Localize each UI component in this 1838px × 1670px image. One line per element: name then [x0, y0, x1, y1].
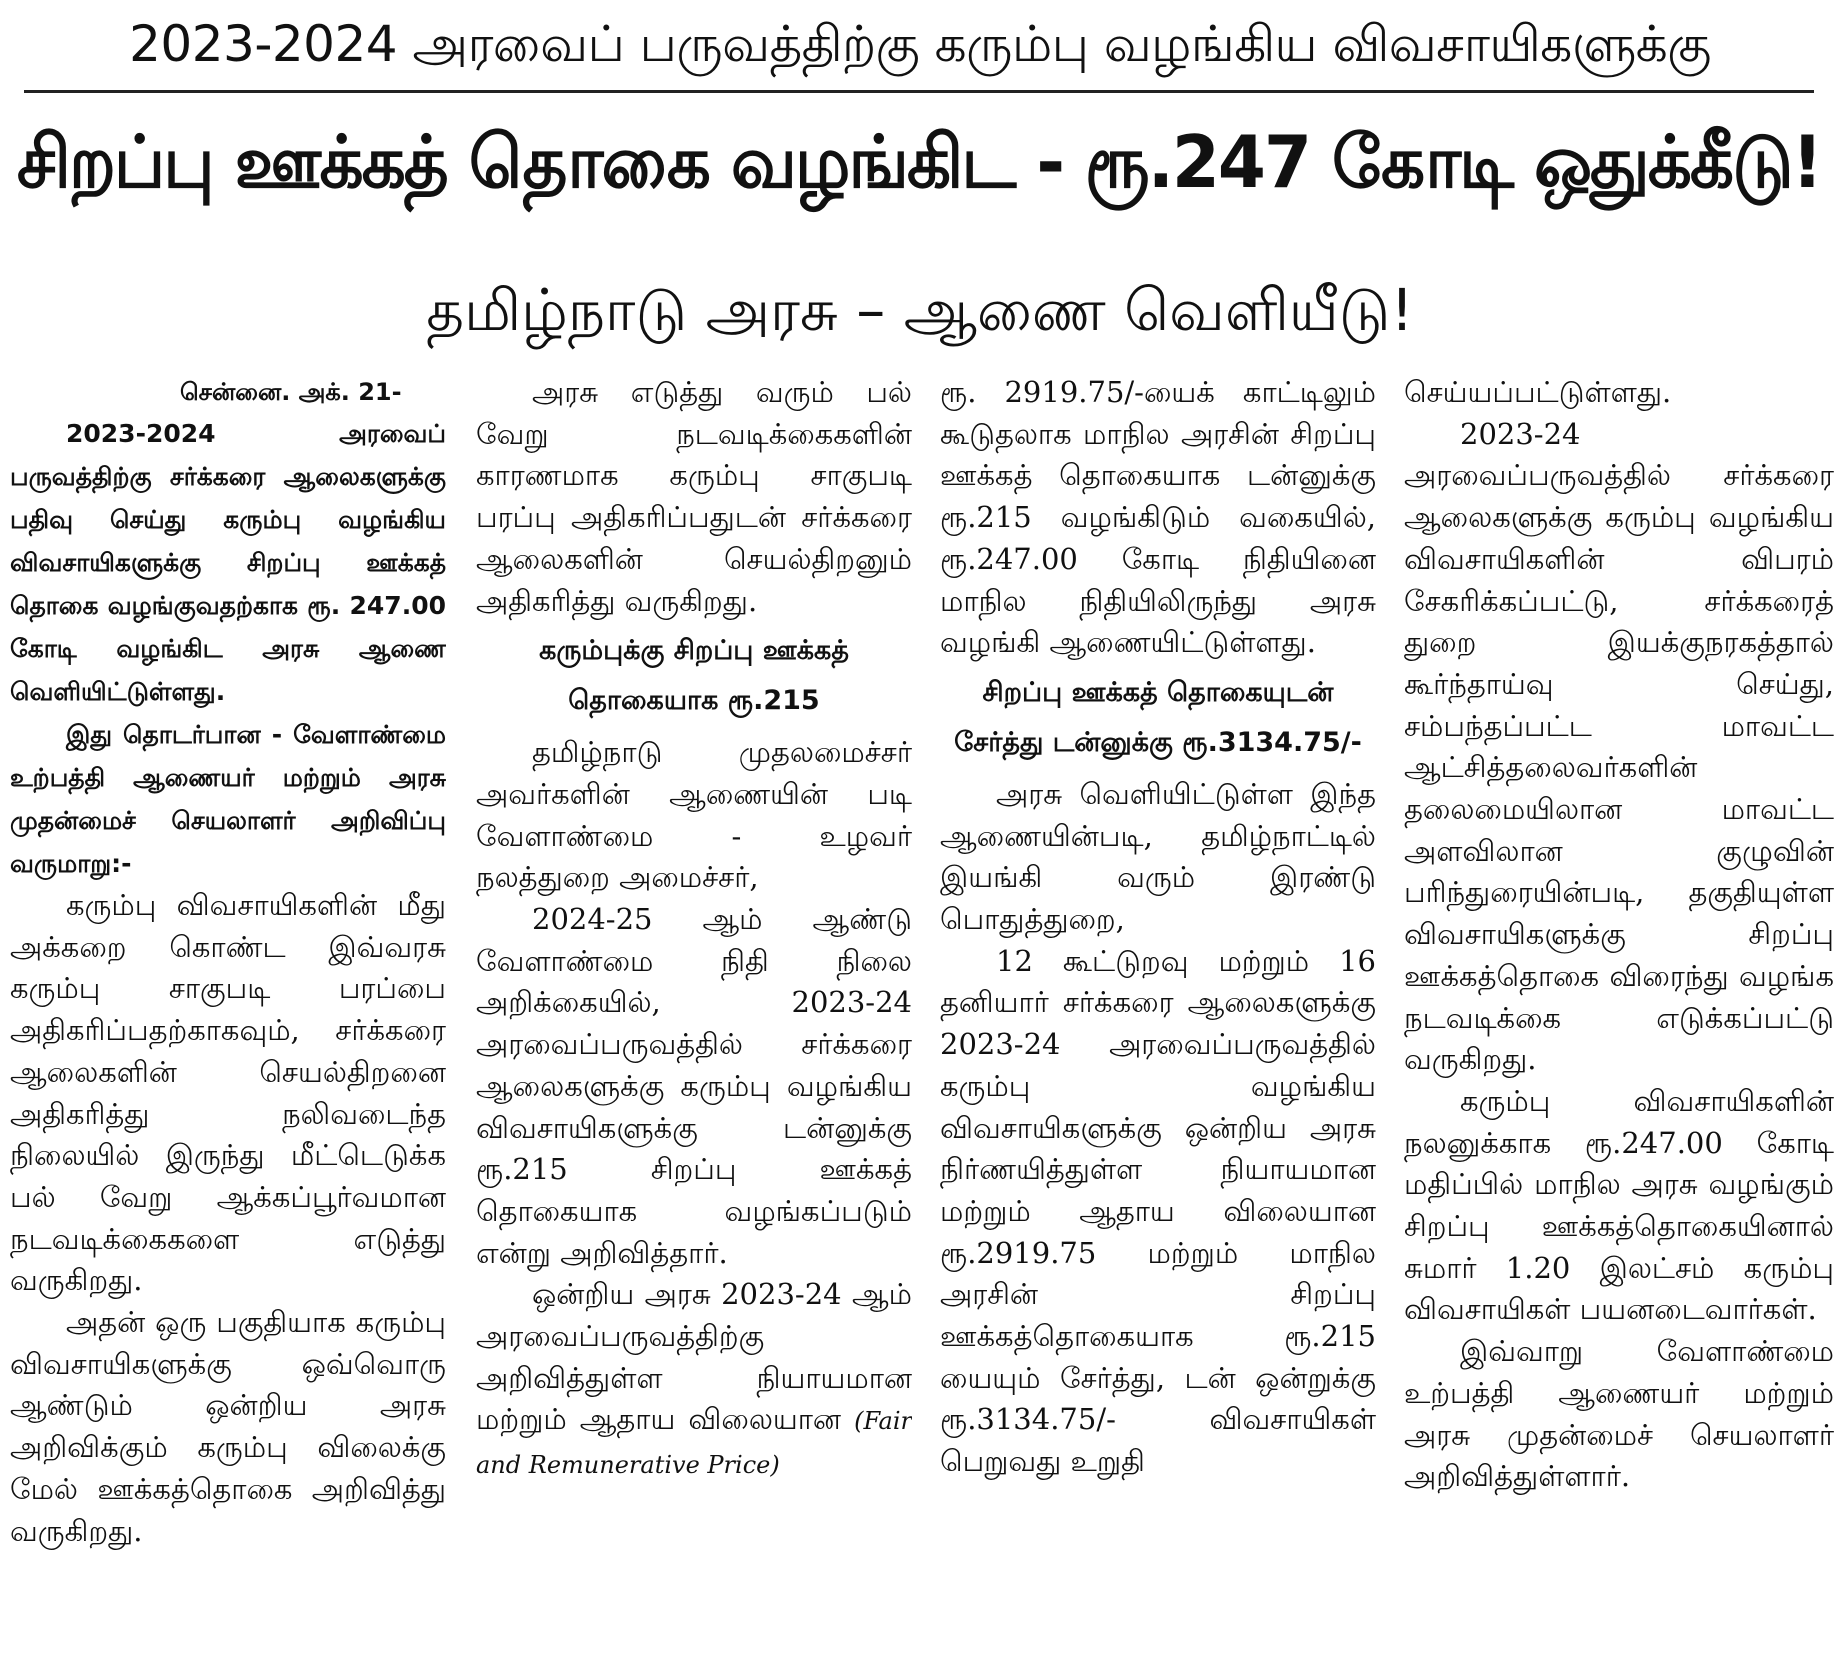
headline: சிறப்பு ஊக்கத் தொகை வழங்கிட - ரூ.247 கோடி ஒதுக்கீடு!	[16, 121, 1822, 205]
lead-paragraph: 2023-2024 அரவைப் பருவத்திற்கு சர்க்கரை ஆலைகளுக்கு பதிவு செய்து கரும்பு வழங்கிய விவசாயிகளுக்கு சிறப்பு ஊக்கத் தொகை வழங்குவதற்காக ரூ. 247.00 கோடி வழங்கிட அரசு ஆணை வெளியிட்டுள்ளது.	[10, 419, 446, 706]
body-paragraph: கரும்பு விவசாயிகளின் நலனுக்காக ரூ.247.00 கோடி மதிப்பில் மாநில அரசு வழங்கும் சிறப்பு ஊக்கத்தொகையினால் சுமார் 1.20 இலட்சம் கரும்பு விவசாயிகள் பயனடைவார்கள்.	[1404, 1083, 1834, 1327]
body-paragraph: அரசு வெளியிட்டுள்ள இந்த ஆணையின்படி, தமிழ்நாட்டில் இயங்கி வரும் இரண்டு பொதுத்துறை,	[940, 776, 1376, 937]
body-paragraph: செய்யப்பட்டுள்ளது.	[1404, 375, 1672, 409]
section-subhead: சிறப்பு ஊக்கத் தொகையுடன் சேர்த்து டன்னுக்கு ரூ.3134.75/-	[954, 676, 1362, 758]
article-column-3	[940, 372, 1376, 1662]
body-paragraph: அதன் ஒரு பகுதியாக கரும்பு விவசாயிகளுக்கு ஒவ்வொரு ஆண்டும் ஒன்றிய அரசு அறிவிக்கும் கரும்பு விலைக்கு மேல் ஊக்கத்தொகை அறிவித்து வருகிறது.	[10, 1305, 446, 1548]
dateline: சென்னை. அக். 21-	[180, 378, 402, 406]
body-text: ஒன்றிய அரசு 2023-24 ஆம் அரவைப்பருவத்திற்கு அறிவித்துள்ள நியாயமான மற்றும் ஆதாய விலையான	[476, 1277, 912, 1437]
article-column-2	[476, 372, 912, 1662]
article-column-1	[10, 372, 446, 1662]
body-paragraph: 2024-25 ஆம் ஆண்டு வேளாண்மை நிதி நிலை அறிக்கையில், 2023-24 அரவைப்பருவத்தில் சர்க்கரை ஆலைகளுக்கு கரும்பு வழங்கிய விவசாயிகளுக்கு டன்னுக்கு ரூ.215 சிறப்பு ஊக்கத் தொகையாக வழங்கப்படும் என்று அறிவித்தார்.	[476, 902, 912, 1270]
body-paragraph: ரூ. 2919.75/-யைக் காட்டிலும் கூடுதலாக மாநில அரசின் சிறப்பு ஊக்கத் தொகையாக டன்னுக்கு ரூ.215 வழங்கிடும் வகையில், ரூ.247.00 கோடி நிதியினை மாநில நிதியிலிருந்து அரசு வழங்கி ஆணையிட்டுள்ளது.	[940, 375, 1376, 660]
body-paragraph: அரசு எடுத்து வரும் பல் வேறு நடவடிக்கைகளின் காரணமாக கரும்பு சாகுபடி பரப்பு அதிகரிப்பதுடன் சர்க்கரை ஆலைகளின் செயல்திறனும் அதிகரித்து வருகிறது.	[476, 375, 912, 618]
body-paragraph	[476, 1274, 912, 1487]
body-paragraph: 12 கூட்டுறவு மற்றும் 16 தனியார் சர்க்கரை ஆலைகளுக்கு 2023-24 அரவைப்பருவத்தில் கரும்பு வழங்கிய விவசாயிகளுக்கு ஒன்றிய அரசு நிர்ணயித்துள்ள நியாயமான மற்றும் ஆதாய விலையான ரூ.2919.75 மற்றும் மாநில அரசின் சிறப்பு ஊக்கத்தொகையாக ரூ.215 யையும் சேர்த்து, டன் ஒன்றுக்கு ரூ.3134.75/- விவசாயிகள் பெறுவது உறுதி	[940, 943, 1376, 1479]
body-paragraph: இவ்வாறு வேளாண்மை உற்பத்தி ஆணையர் மற்றும் அரசு முதன்மைச் செயலாளர் அறிவித்துள்ளார்.	[1404, 1334, 1834, 1494]
body-paragraph: கரும்பு விவசாயிகளின் மீது அக்கறை கொண்ட இவ்வரசு கரும்பு சாகுபடி பரப்பை அதிகரிப்பதற்காகவும், சர்க்கரை ஆலைகளின் செயல்திறனை அதிகரித்து நலிவடைந்த நிலையில் இருந்து மீட்டெடுக்க பல் வேறு ஆக்கப்பூர்வமான நடவடிக்கைகளை எடுத்து வருகிறது.	[10, 888, 446, 1298]
kicker-line: 2023-2024 அரவைப் பருவத்திற்கு கரும்பு வழங்கிய விவசாயிகளுக்கு	[129, 15, 1711, 73]
announcement-intro: இது தொடர்பான - வேளாண்மை உற்பத்தி ஆணையர் மற்றும் அரசு முதன்மைச் செயலாளர் அறிவிப்பு வருமாறு:-	[10, 720, 446, 878]
header-rule	[24, 90, 1814, 93]
section-subhead: கரும்புக்கு சிறப்பு ஊக்கத் தொகையாக ரூ.215	[539, 635, 849, 717]
subheadline: தமிழ்நாடு அரசு – ஆணை வெளியீடு!	[426, 276, 1414, 344]
english-term: (Fair and Remunerative Price)	[476, 1407, 912, 1480]
article-column-4	[1404, 372, 1834, 1662]
body-paragraph: தமிழ்நாடு முதலமைச்சர் அவர்களின் ஆணையின் படி வேளாண்மை - உழவர் நலத்துறை அமைச்சர்,	[476, 735, 912, 895]
body-paragraph: 2023-24 அரவைப்பருவத்தில் சர்க்கரை ஆலைகளுக்கு கரும்பு வழங்கிய விவசாயிகளின் விபரம் சேகரிக்கப்பட்டு, சர்க்கரைத் துறை இயக்குநரகத்தால் கூர்ந்தாய்வு செய்து, சம்பந்தப்பட்ட மாவட்ட ஆட்சித்தலைவர்களின் தலைமையிலான மாவட்ட அளவிலான குழுவின் பரிந்துரையின்படி, தகுதியுள்ள விவசாயிகளுக்கு சிறப்பு ஊக்கத்தொகை விரைந்து வழங்க நடவடிக்கை எடுக்கப்பட்டு வருகிறது.	[1404, 416, 1834, 1077]
